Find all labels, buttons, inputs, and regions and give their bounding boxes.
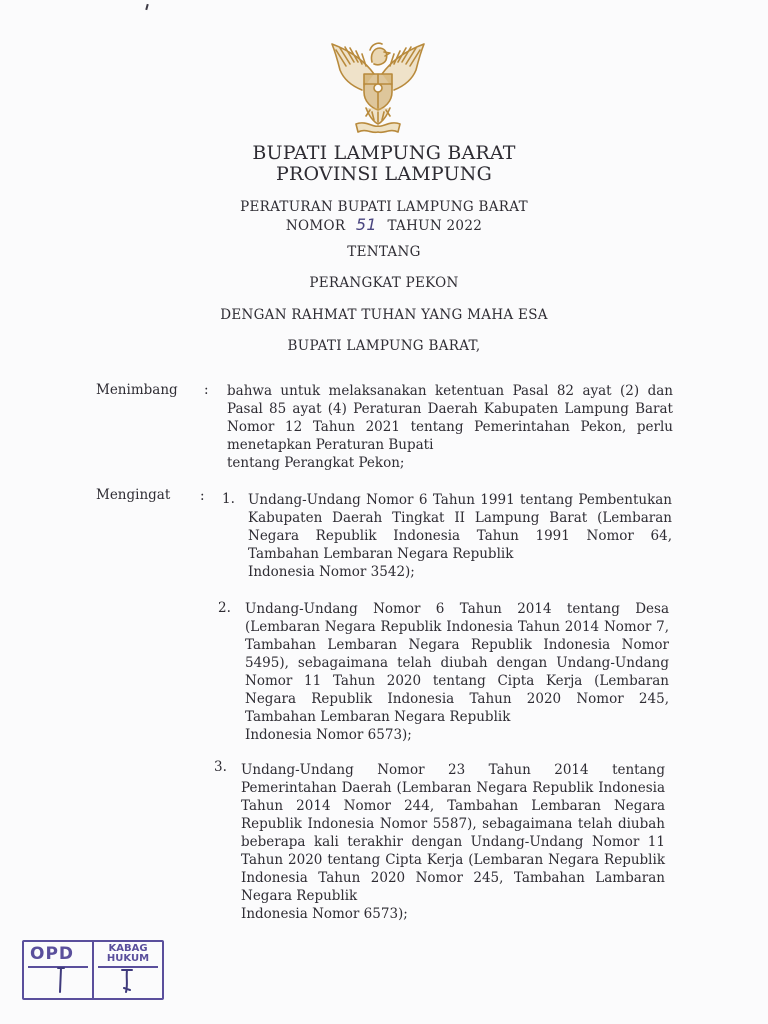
number-handwritten: 51 [355, 215, 377, 234]
regulation-subject: PERANGKAT PEKON [309, 275, 459, 291]
menimbang-label: Menimbang [96, 382, 178, 398]
header-line-1: BUPATI LAMPUNG BARAT [252, 142, 516, 164]
mengingat-item-3-main: Undang-Undang Nomor 23 Tahun 2014 tentang Pemerintahan Daerah (Lembaran Negara Republik Indonesia Tahun 2014 Nomor 244, Tambahan Lembaran Negara Republik Indonesia Nomor 5587), sebagaimana telah diubah beberapa kali terakhir dengan Undang-Undang Nomor 11 Tahun 2020 tentang Cipta Kerja (Lembaran Negara Republik Indonesia Tahun 2020 Nomor 245, Tambahan Lambaran Negara Republik [241, 762, 665, 904]
issuer-line: BUPATI LAMPUNG BARAT, [287, 338, 481, 354]
mengingat-item-2-number: 2. [218, 600, 231, 616]
number-suffix: TAHUN 2022 [387, 218, 483, 234]
mengingat-item-1-last: Indonesia Nomor 3542); [248, 564, 415, 580]
mengingat-item-2-last: Indonesia Nomor 6573); [245, 727, 412, 743]
regulation-number [0, 215, 768, 234]
paraf-stamp [22, 940, 164, 1000]
mengingat-item-3 [241, 761, 665, 923]
mengingat-item-1 [248, 491, 672, 581]
signature-mark-icon [118, 966, 138, 994]
menimbang-text-main: bahwa untuk melaksanakan ketentuan Pasal 82 ayat (2) dan Pasal 85 ayat (4) Peraturan Daerah Kabupaten Lampung Barat Nomor 12 Tahun 2021 tentang Pemerintahan Pekon, perlu menetapkan Peraturan Bupati [227, 383, 673, 453]
garuda-emblem-icon [326, 40, 430, 136]
number-prefix: NOMOR [285, 218, 346, 234]
mengingat-item-2 [245, 600, 669, 744]
stamp-opd-label: OPD [30, 944, 75, 964]
signature-mark-icon [52, 966, 72, 994]
header-line-2: PROVINSI LAMPUNG [275, 163, 492, 185]
menimbang-text [227, 382, 673, 472]
mengingat-item-1-number: 1. [222, 491, 235, 507]
menimbang-colon: : [204, 382, 209, 398]
regulation-title: PERATURAN BUPATI LAMPUNG BARAT [240, 199, 528, 215]
scan-mark [145, 4, 148, 10]
mengingat-label: Mengingat [96, 487, 171, 503]
about-label: TENTANG [347, 244, 421, 260]
menimbang-text-last: tentang Perangkat Pekon; [227, 455, 405, 471]
mengingat-item-3-number: 3. [214, 759, 227, 775]
stamp-kabag-label [98, 944, 158, 964]
stamp-opd-cell [24, 942, 92, 998]
stamp-kabag-line-2: HUKUM [106, 953, 150, 964]
stamp-kabag-line-1: KABAG [108, 943, 148, 954]
mengingat-item-1-main: Undang-Undang Nomor 6 Tahun 1991 tentang Pembentukan Kabupaten Daerah Tingkat II Lampung Barat (Lembaran Negara Republik Indonesia Tahun 1991 Nomor 64, Tambahan Lembaran Negara Republik [248, 492, 672, 562]
mengingat-item-2-main: Undang-Undang Nomor 6 Tahun 2014 tentang Desa (Lembaran Negara Republik Indonesia Tahun 2014 Nomor 7, Tambahan Lembaran Negara Republik Indonesia Nomor 5495), sebagaimana telah diubah dengan Undang-Undang Nomor 11 Tahun 2020 tentang Cipta Kerja (Lembaran Negara Republik Indonesia Tahun 2020 Nomor 245, Tambahan Lembaran Negara Republik [245, 601, 669, 725]
mengingat-colon: : [200, 488, 205, 504]
blessing-line: DENGAN RAHMAT TUHAN YANG MAHA ESA [220, 307, 548, 323]
mengingat-item-3-last: Indonesia Nomor 6573); [241, 906, 408, 922]
stamp-kabag-cell [92, 942, 162, 998]
